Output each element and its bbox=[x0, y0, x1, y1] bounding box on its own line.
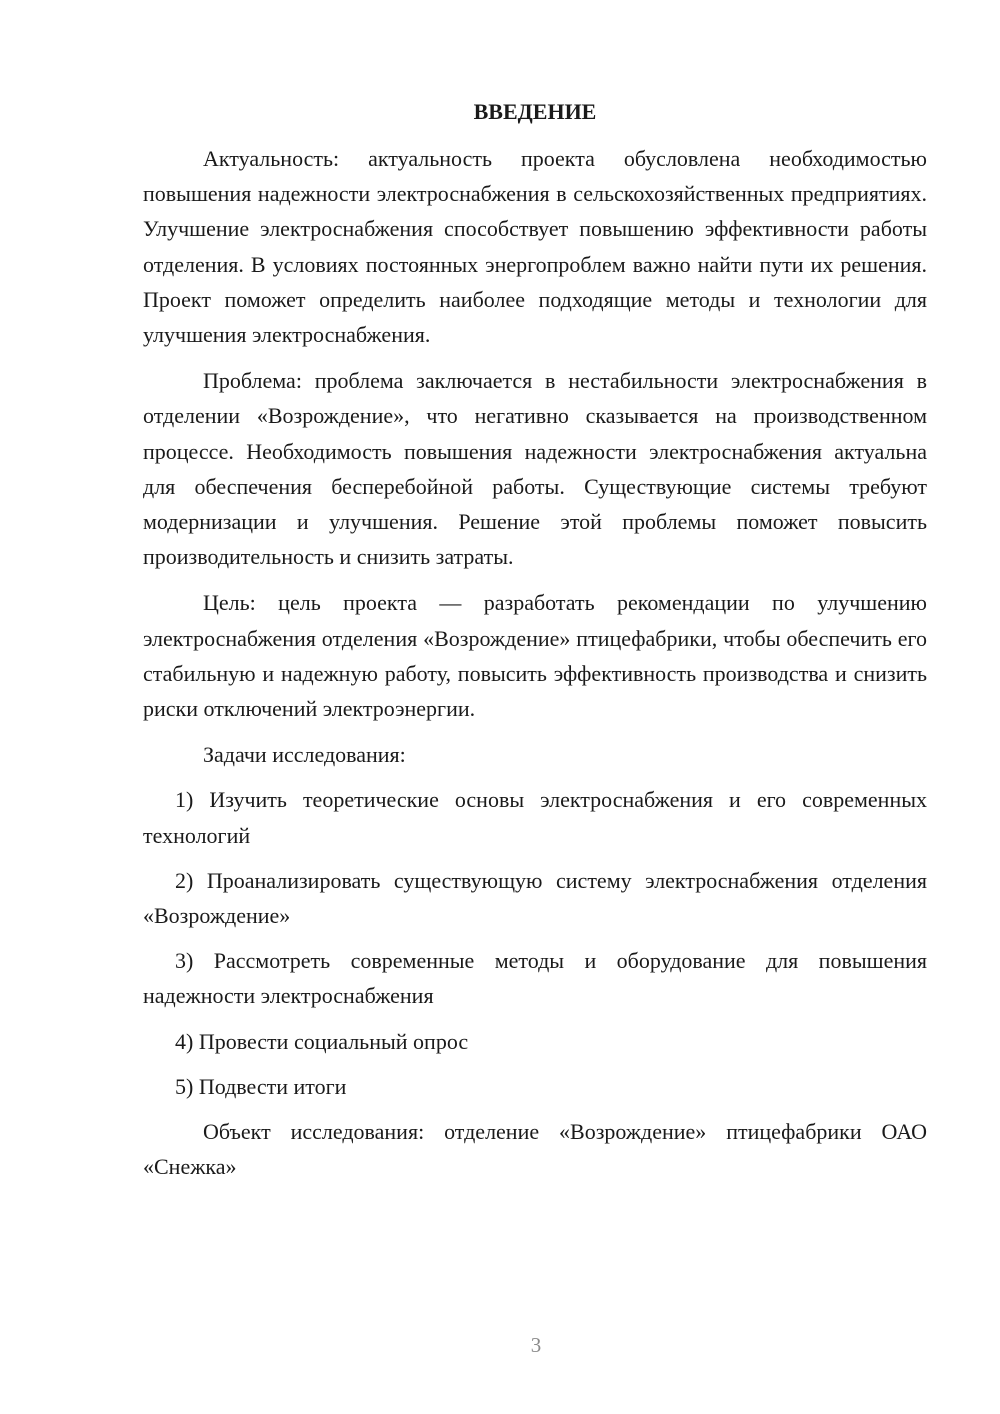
task-item-4: 4) Провести социальный опрос bbox=[175, 1028, 469, 1054]
page-number: 3 bbox=[530, 1333, 542, 1357]
task-item-2: 2) Проанализировать существующую систему электроснабжения отделения «Возрождение» bbox=[143, 867, 927, 929]
paragraph-relevance: Актуальность: актуальность проекта обусловлена необходимостью повышения надежности электроснабжения в сельскохозяйственных предприятиях. Улучшение электроснабжения способствует повышению эффективности работы отделения. В условиях постоянных энергопроблем важно найти пути их решения. Проект поможет определить наиболее подходящие методы и технологии для улучшения электроснабжения. bbox=[143, 146, 927, 348]
task-item-5: 5) Подвести итоги bbox=[175, 1073, 347, 1099]
tasks-heading: Задачи исследования: bbox=[203, 742, 406, 768]
document-body bbox=[143, 94, 927, 1195]
paragraph-object: Объект исследования: отделение «Возрождение» птицефабрики ОАО «Снежка» bbox=[143, 1119, 927, 1180]
section-title: ВВЕДЕНИЕ bbox=[473, 99, 597, 124]
paragraph-problem: Проблема: проблема заключается в нестабильности электроснабжения в отделении «Возрождение», что негативно сказывается на производственном процессе. Необходимость повышения надежности электроснабжения актуальна для обеспечения бесперебойной работы. Существующие системы требуют модернизации и улучшения. Решение этой проблемы поможет повысить производительность и снизить затраты. bbox=[143, 368, 927, 570]
paragraph-goal: Цель: цель проекта — разработать рекомендации по улучшению электроснабжения отделения «Возрождение» птицефабрики, чтобы обеспечить его стабильную и надежную работу, повысить эффективность производства и снизить риски отключений электроэнергии. bbox=[143, 590, 927, 722]
task-item-3: 3) Рассмотреть современные методы и оборудование для повышения надежности электроснабжения bbox=[143, 948, 927, 1009]
task-item-1: 1) Изучить теоретические основы электроснабжения и его современных технологий bbox=[143, 787, 927, 848]
